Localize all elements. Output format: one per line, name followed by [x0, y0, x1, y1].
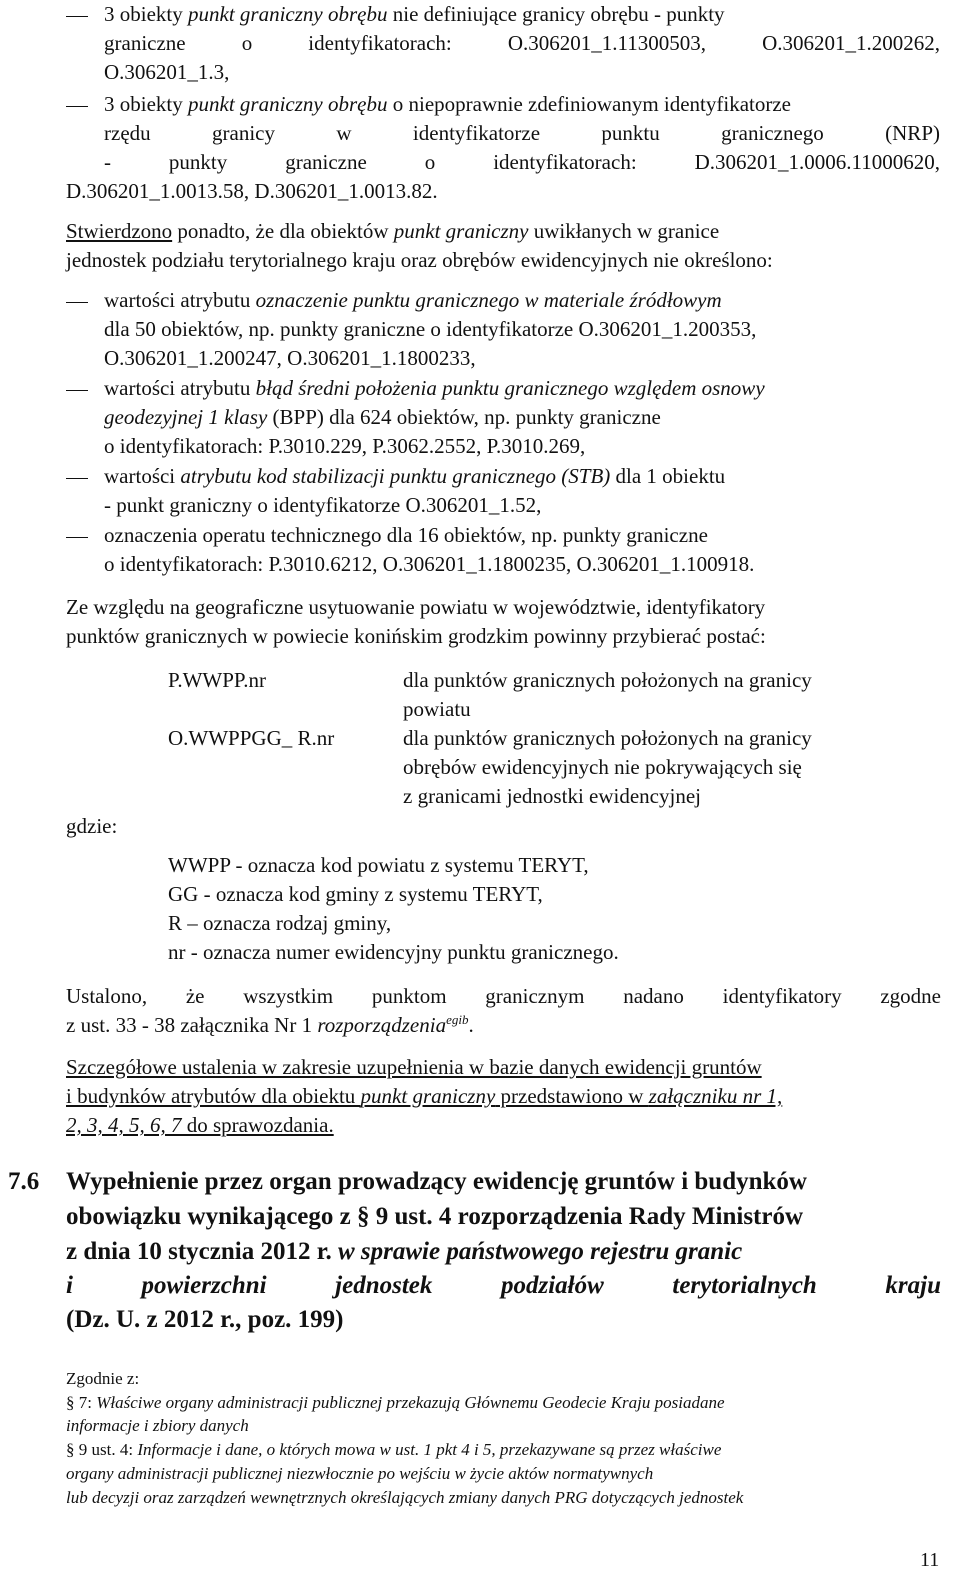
gdzie-item-2: GG - oznacza kod gminy z systemu TERYT,	[168, 882, 543, 906]
section-title-line-5: (Dz. U. z 2012 r., poz. 199)	[66, 1306, 344, 1333]
list-item-1-line-1: 3 obiekty punkt graniczny obrębu nie definiujące granicy obrębu - punkty	[104, 2, 725, 26]
list-dash	[66, 106, 88, 107]
list2-item-4-line-2: o identyfikatorach: P.3010.6212, O.306201_1.1800235, O.306201_1.100918.	[104, 552, 755, 576]
list-item-1-line-2: graniczne o identyfikatorach: O.306201_1.11300503, O.306201_1.200262,	[104, 31, 940, 55]
list2-item-1-line-2: dla 50 obiektów, np. punkty graniczne o identyfikatorze O.306201_1.200353,	[104, 317, 757, 341]
section-title-line-4: i powierzchni jednostek podziałów terytorialnych kraju	[66, 1272, 941, 1299]
paragraph-ze-wzgledu-line-2: punktów granicznych w powiecie konińskim grodzkim powinny przybierać postać:	[66, 624, 766, 648]
gdzie-item-4: nr - oznacza numer ewidencyjny punktu granicznego.	[168, 940, 619, 964]
paragraph-stwierdzono-line-2: jednostek podziału terytorialnego kraju oraz obrębów ewidencyjnych nie określono:	[66, 248, 773, 272]
list2-item-2-line-3: o identyfikatorach: P.3010.229, P.3062.2552, P.3010.269,	[104, 434, 586, 458]
gdzie-item-1: WWPP - oznacza kod powiatu z systemu TERYT,	[168, 853, 589, 877]
paragraph-ustalono-line-1: Ustalono, że wszystkim punktom granicznym nadano identyfikatory zgodne	[66, 984, 941, 1008]
list2-item-4-line-1: oznaczenia operatu technicznego dla 16 obiektów, np. punkty graniczne	[104, 523, 708, 547]
format-code-obreb: O.WWPPGG_ R.nr	[168, 726, 335, 750]
format-desc-obreb-line-1: dla punktów granicznych położonych na granicy	[403, 726, 812, 750]
footnote-head: Zgodnie z:	[66, 1369, 140, 1388]
list2-item-2-line-2: geodezyjnej 1 klasy (BPP) dla 624 obiektów, np. punkty graniczne	[104, 405, 661, 429]
list2-item-1-line-3: O.306201_1.200247, O.306201_1.1800233,	[104, 346, 476, 370]
list-item-2-line-1: 3 obiekty punkt graniczny obrębu o niepoprawnie zdefiniowanym identyfikatorze	[104, 92, 792, 116]
page-number: 11	[920, 1549, 940, 1571]
section-number: 7.6	[8, 1168, 40, 1195]
list-item-2-line-2: rzędu granicy w identyfikatorze punktu granicznego (NRP)	[104, 121, 940, 145]
list-dash	[66, 478, 88, 479]
list-item-2-line-3: - punkty graniczne o identyfikatorach: D.306201_1.0006.11000620,	[104, 150, 940, 174]
section-title-line-3: z dnia 10 stycznia 2012 r. w sprawie państwowego rejestru granic	[66, 1238, 743, 1265]
list2-item-1-line-1: wartości atrybutu oznaczenie punktu granicznego w materiale źródłowym	[104, 288, 722, 312]
footnote-paragraph-7-line-1: § 7: Właściwe organy administracji publicznej przekazują Głównemu Geodecie Kraju posiadane	[66, 1393, 725, 1412]
list-item-1-line-3: O.306201_1.3,	[104, 60, 230, 84]
list-item-2-line-4: D.306201_1.0013.58, D.306201_1.0013.82.	[66, 179, 438, 203]
footnote-paragraph-9-line-2: organy administracji publicznej niezwłocznie po wejściu w życie aktów normatywnych	[66, 1464, 654, 1483]
list-dash	[66, 537, 88, 538]
footnote-paragraph-7-line-2: informacje i zbiory danych	[66, 1416, 249, 1435]
paragraph-stwierdzono-line-1: Stwierdzono ponadto, że dla obiektów punkt graniczny uwikłanych w granice	[66, 219, 720, 243]
gdzie-label: gdzie:	[66, 814, 118, 838]
paragraph-ustalono-line-2: z ust. 33 - 38 załącznika Nr 1 rozporządzenia$^{egib}$.	[66, 1012, 474, 1037]
footnote-paragraph-9-line-3: lub decyzji oraz zarządzeń wewnętrznych określających zmiany danych PRG dotyczących jednostek	[66, 1488, 744, 1507]
format-desc-powiat-line-1: dla punktów granicznych położonych na granicy	[403, 668, 812, 692]
section-title-line-1: Wypełnienie przez organ prowadzący ewidencję gruntów i budynków	[66, 1168, 807, 1195]
section-title-line-2: obowiązku wynikającego z § 9 ust. 4 rozporządzenia Rady Ministrów	[66, 1203, 804, 1230]
list-dash	[66, 16, 88, 17]
paragraph-ze-wzgledu-line-1: Ze względu na geograficzne usytuowanie powiatu w województwie, identyfikatory	[66, 595, 766, 619]
list-dash	[66, 302, 88, 303]
paragraph-szczegolowe-line-2: i budynków atrybutów dla obiektu punkt graniczny przedstawiono w załączniku nr 1,	[66, 1084, 783, 1108]
format-desc-obreb-line-3: z granicami jednostki ewidencyjnej	[403, 784, 701, 808]
format-code-powiat: P.WWPP.nr	[168, 668, 267, 692]
gdzie-item-3: R – oznacza rodzaj gminy,	[168, 911, 392, 935]
format-desc-powiat-line-2: powiatu	[403, 697, 471, 721]
list2-item-2-line-1: wartości atrybutu błąd średni położenia punktu granicznego względem osnowy	[104, 376, 765, 400]
format-desc-obreb-line-2: obrębów ewidencyjnych nie pokrywających się	[403, 755, 802, 779]
footnote-paragraph-9-line-1: § 9 ust. 4: Informacje i dane, o których mowa w ust. 1 pkt 4 i 5, przekazywane są przez właściwe	[66, 1440, 722, 1459]
list2-item-3-line-2: - punkt graniczny o identyfikatorze O.306201_1.52,	[104, 493, 542, 517]
list-dash	[66, 390, 88, 391]
list2-item-3-line-1: wartości atrybutu kod stabilizacji punktu granicznego (STB) dla 1 obiektu	[104, 464, 726, 488]
paragraph-szczegolowe-line-3: 2, 3, 4, 5, 6, 7 do sprawozdania.	[66, 1113, 334, 1137]
paragraph-szczegolowe-line-1: Szczegółowe ustalenia w zakresie uzupełnienia w bazie danych ewidencji gruntów	[66, 1055, 762, 1079]
